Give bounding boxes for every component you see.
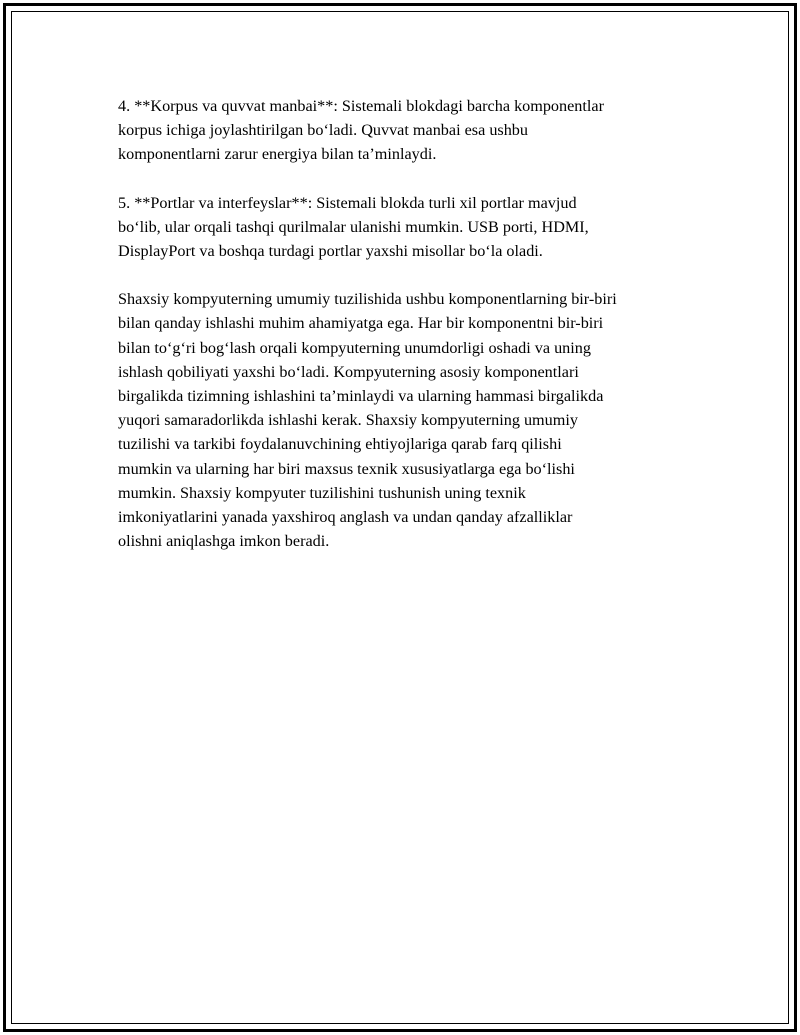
document-body: [118, 94, 698, 577]
paragraph-portlar: 5. **Portlar va interfeyslar**: Sistemali blokda turli xil portlar mavjud bo‘lib, ular orqali tashqi qurilmalar ulanishi mumkin. USB porti, HDMI, DisplayPort va boshqa turdagi portlar yaxshi misollar bo‘la oladi.: [118, 193, 589, 261]
paragraph-summary: Shaxsiy kompyuterning umumiy tuzilishida ushbu komponentlarning bir-biri bilan qanday ishlashi muhim ahamiyatga ega. Har bir komponentni bir-biri bilan to‘g‘ri bog‘lash orqali kompyuterning unumdorligi oshadi va uning ishlash qobiliyati yaxshi bo‘ladi. Kompyuterning asosiy komponentlari birgalikda tizimning ishlashini ta’minlaydi va ularning hammasi birgalikda yuqori samaradorlikda ishlashi kerak. Shaxsiy kompyuterning umumiy tuzilishi va tarkibi foydalanuvchining ehtiyojlariga qarab farq qilishi mumkin va ularning har biri maxsus texnik xususiyatlarga ega bo‘lishi mumkin. Shaxsiy kompyuter tuzilishini tushunish uning texnik imkoniyatlarini yanada yaxshiroq anglash va undan qanday afzalliklar olishni aniqlashga imkon beradi.: [118, 290, 617, 551]
paragraph-korpus: 4. **Korpus va quvvat manbai**: Sistemali blokdagi barcha komponentlar korpus ichiga joylashtirilgan bo‘ladi. Quvvat manbai esa ushbu komponentlarni zarur energiya bilan ta’minlaydi.: [118, 97, 604, 164]
